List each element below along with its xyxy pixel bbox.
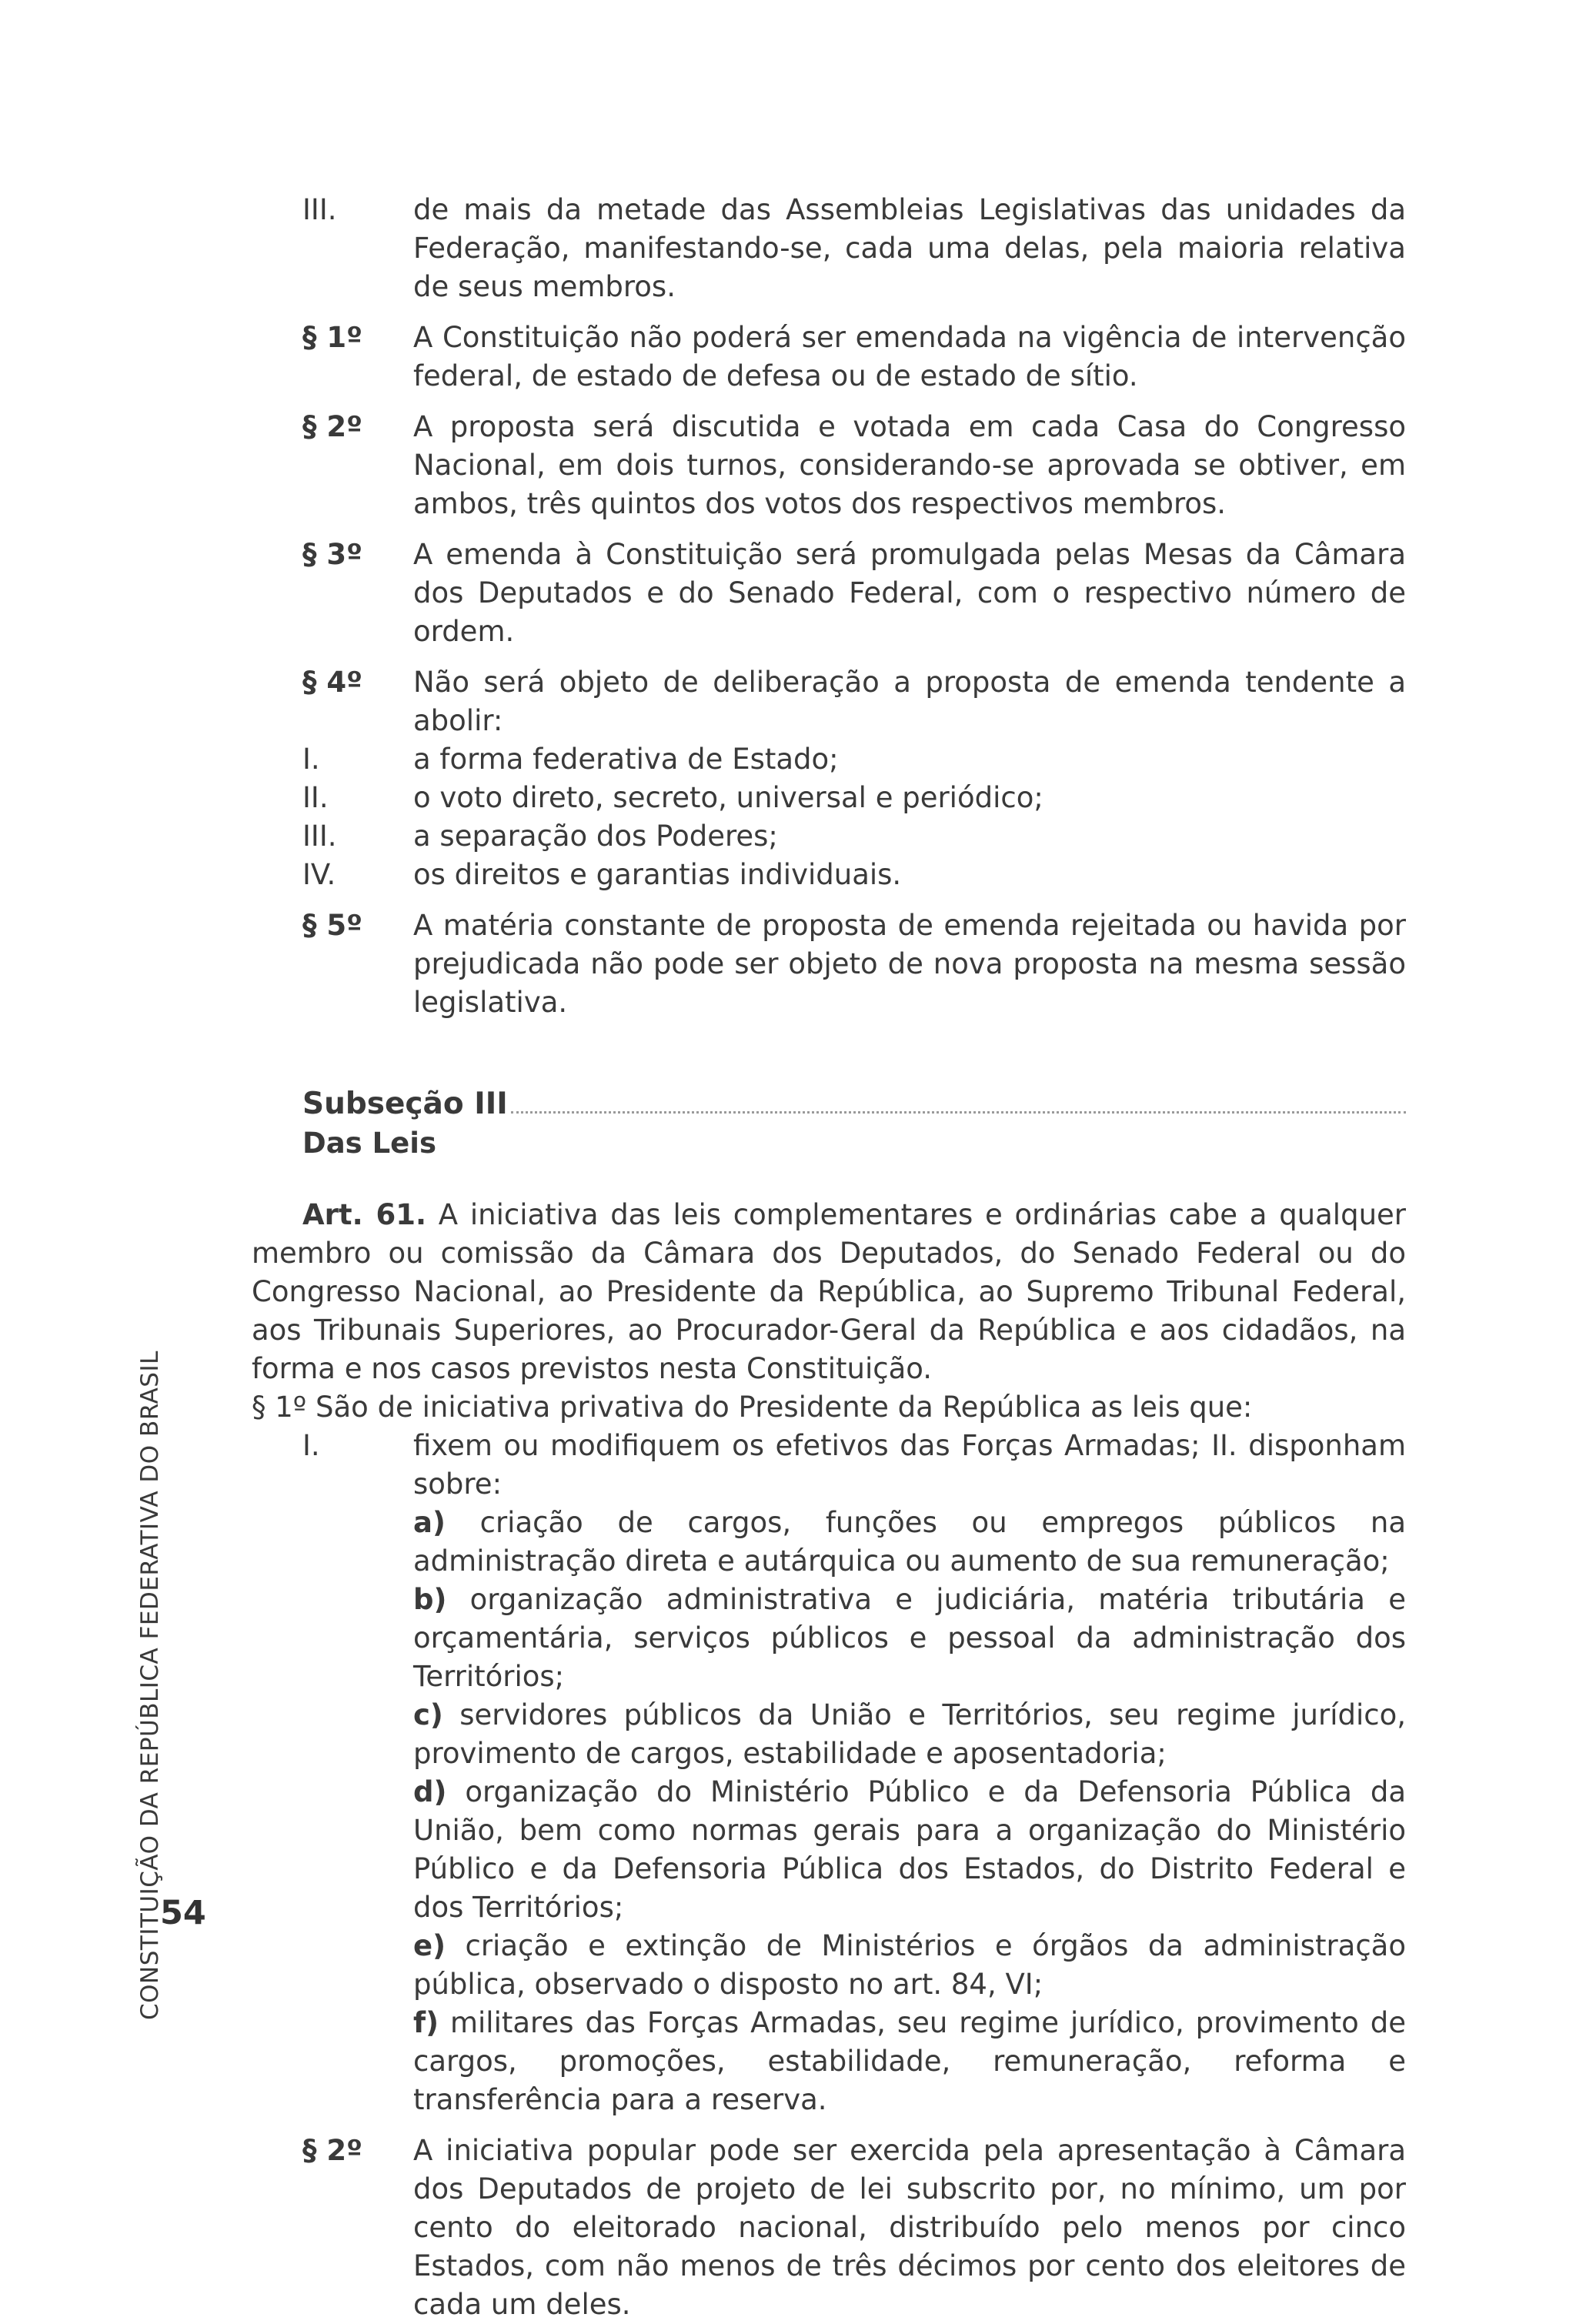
subitem-a: [252, 1504, 1406, 1581]
item-text: os direitos e garantias individuais.: [413, 858, 902, 891]
page-content: [252, 191, 1406, 2324]
article-61-item-i: [252, 1427, 1406, 1504]
sidebar-book-title: CONSTITUIÇÃO DA REPÚBLICA FEDERATIVA DO BRASIL: [136, 1351, 164, 2020]
subitem-label: d): [413, 1775, 447, 1808]
paragraph-text: A Constituição não poderá ser emendada na vigência de intervenção federal, de estado de defesa ou de estado de sítio.: [413, 321, 1406, 392]
subitem-label: b): [413, 1583, 447, 1616]
paragraph-text: A proposta será discutida e votada em cada Casa do Congresso Nacional, em dois turnos, considerando-se aprovada se obtiver, em ambos, três quintos dos votos dos respectivos membros.: [413, 410, 1406, 520]
subsection-subtitle: Das Leis: [302, 1127, 436, 1160]
page-number: 54: [160, 1894, 206, 1932]
subitem-text: militares das Forças Armadas, seu regime jurídico, provimento de cargos, promoções, estabilidade, remuneração, reforma e transferência para a reserva.: [413, 2006, 1406, 2116]
subitem-e: [252, 1927, 1406, 2004]
paragraph-text: São de iniciativa privativa do Presidente da República as leis que:: [316, 1391, 1253, 1424]
item-number: IV.: [302, 858, 336, 891]
article-61-paragraph-1: [252, 1388, 1406, 1427]
paragraph-label: § 1º: [252, 1391, 307, 1424]
paragraph-text: A iniciativa popular pode ser exercida pela apresentação à Câmara dos Deputados de projeto de lei subscrito por, no mínimo, um por cento do eleitorado nacional, distribuído pelo menos por cinco Estados, com não menos de três décimos por cento dos eleitores de cada um deles.: [413, 2134, 1406, 2321]
list-item: [252, 740, 1406, 779]
subitem-b: [252, 1581, 1406, 1696]
article-text: A iniciativa das leis complementares e ordinárias cabe a qualquer membro ou comissão da Câmara dos Deputados, do Senado Federal ou do Congresso Nacional, ao Presidente da República, ao Supremo Tribunal Federal, aos Tribunais Superiores, ao Procurador-Geral da República e aos cidadãos, na forma e nos casos previstos nesta Constituição.: [252, 1198, 1406, 1385]
article-61-paragraph-2: [252, 2132, 1406, 2324]
paragraph-number: § 2º: [302, 2134, 362, 2167]
paragraph-text: A emenda à Constituição será promulgada pelas Mesas da Câmara dos Deputados e do Senado Federal, com o respectivo número de ordem.: [413, 538, 1406, 648]
subitem-text: criação e extinção de Ministérios e órgãos da administração pública, observado o disposto no art. 84, VI;: [413, 1929, 1406, 2001]
subitem-text: organização administrativa e judiciária, matéria tributária e orçamentária, serviços públicos e pessoal da administração dos Territórios;: [413, 1583, 1406, 1693]
paragraph-5: [252, 907, 1406, 1022]
item-number: II.: [302, 781, 329, 814]
item-text: a forma federativa de Estado;: [413, 743, 839, 776]
article-label: Art. 61.: [302, 1198, 427, 1231]
item-inciso-iii: [252, 191, 1406, 306]
subitem-f: [252, 2004, 1406, 2119]
subitem-label: a): [413, 1506, 446, 1539]
paragraph-number: § 3º: [302, 538, 362, 571]
subitem-label: c): [413, 1698, 443, 1731]
list-item: [252, 817, 1406, 856]
item-text: de mais da metade das Assembleias Legislativas das unidades da Federação, manifestando-se, cada uma delas, pela maioria relativa de seus membros.: [413, 193, 1406, 303]
subitem-label: f): [413, 2006, 439, 2039]
paragraph-text: Não será objeto de deliberação a proposta de emenda tendente a abolir:: [413, 666, 1406, 737]
subitem-text: servidores públicos da União e Territórios, seu regime jurídico, provimento de cargos, estabilidade e aposentadoria;: [413, 1698, 1406, 1770]
paragraph-2: [252, 408, 1406, 523]
paragraph-number: § 1º: [302, 321, 362, 354]
paragraph-number: § 4º: [302, 666, 362, 699]
item-text: o voto direto, secreto, universal e periódico;: [413, 781, 1043, 814]
item-text: a separação dos Poderes;: [413, 820, 778, 853]
subitem-label: e): [413, 1929, 446, 1962]
paragraph-number: § 5º: [302, 909, 362, 942]
subsection-header: [252, 1085, 1406, 1164]
paragraph-1: [252, 319, 1406, 396]
item-text: fixem ou modifiquem os efetivos das Forças Armadas; II. disponham sobre:: [413, 1429, 1406, 1501]
list-item: [252, 856, 1406, 894]
paragraph-3: [252, 536, 1406, 651]
item-number: I.: [302, 1429, 320, 1462]
subitem-c: [252, 1696, 1406, 1773]
paragraph-4: [252, 663, 1406, 740]
item-number: I.: [302, 743, 320, 776]
subitem-text: organização do Ministério Público e da Defensoria Pública da União, bem como normas gerais para a organização do Ministério Público e da Defensoria Pública dos Estados, do Distrito Federal e dos Territórios;: [413, 1775, 1406, 1924]
item-number: III.: [302, 193, 337, 226]
paragraph-text: A matéria constante de proposta de emenda rejeitada ou havida por prejudicada não pode ser objeto de nova proposta na mesma sessão legislativa.: [413, 909, 1406, 1019]
subitem-d: [252, 1773, 1406, 1927]
list-item: [252, 779, 1406, 817]
dotted-leader: [511, 1085, 1406, 1114]
subitem-text: criação de cargos, funções ou empregos públicos na administração direta e autárquica ou aumento de sua remuneração;: [413, 1506, 1406, 1578]
article-61: [252, 1196, 1406, 1388]
subsection-title: Subseção III: [302, 1087, 508, 1121]
item-number: III.: [302, 820, 337, 853]
paragraph-number: § 2º: [302, 410, 362, 443]
